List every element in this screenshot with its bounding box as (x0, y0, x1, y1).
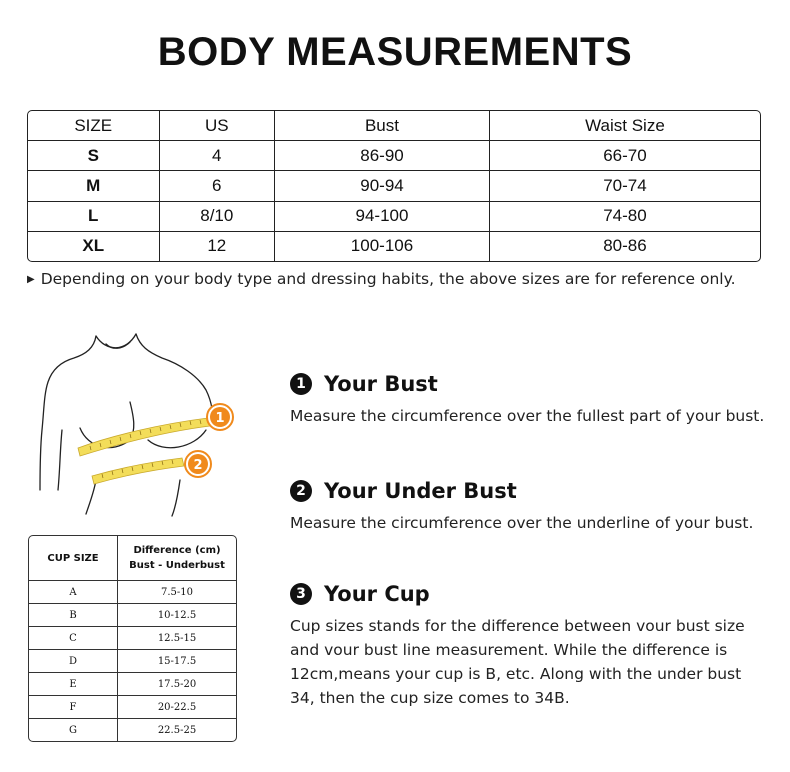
section-your-cup (290, 582, 770, 710)
diff-cell: 12.5-15 (118, 627, 236, 650)
size-header-bust: Bust (275, 111, 490, 141)
marker-1-label: 1 (215, 411, 225, 426)
size-cell: S (28, 141, 160, 171)
section-title: Your Under Bust (324, 479, 517, 503)
size-chart-table (27, 110, 761, 262)
bust-cell: 94-100 (275, 202, 490, 232)
table-row (28, 232, 760, 261)
size-table-header-row (28, 111, 760, 141)
section-text: Measure the circumference over the fullest part of your bust. (290, 407, 765, 425)
table-row (29, 627, 236, 650)
us-cell: 4 (160, 141, 276, 171)
bust-cell: 90-94 (275, 171, 490, 201)
waist-cell: 80-86 (603, 236, 647, 256)
cup-header-diff-label: Difference (cm) (133, 545, 221, 556)
cup-cell: C (29, 627, 118, 650)
section-title: Your Cup (324, 582, 430, 606)
size-header-size: SIZE (28, 111, 160, 141)
bust-cell: 86-90 (275, 141, 490, 171)
bust-measurement-illustration (30, 330, 245, 520)
us-cell: 12 (160, 232, 276, 261)
section-heading (290, 479, 770, 503)
diff-cell: 22.5-25 (157, 724, 197, 736)
section-heading (290, 372, 770, 396)
reference-note (27, 270, 736, 288)
table-row (28, 171, 760, 201)
table-row (29, 719, 236, 741)
number-2-icon: 2 (290, 480, 312, 502)
triangle-bullet-icon: ▶ (27, 274, 35, 285)
diff-cell: 17.5-20 (118, 673, 236, 696)
table-row (28, 141, 760, 171)
cup-header-size: CUP SIZE (29, 536, 118, 581)
table-row (29, 604, 236, 627)
number-3-icon: 3 (290, 583, 312, 605)
body-outline-left (40, 336, 96, 490)
waist-cell: 74-80 (490, 202, 760, 232)
cup-cell: G (29, 719, 118, 741)
section-text: Cup sizes stands for the difference between vour bust size and vour bust line measurement. While the difference is 12cm,means your cup is B, etc. Along with the under bust 34, then the cup size comes to 34B. (290, 617, 745, 707)
size-cell: XL (28, 232, 160, 261)
number-1-icon: 1 (290, 373, 312, 395)
cup-size-table (28, 535, 237, 742)
diff-cell: 15-17.5 (118, 650, 236, 673)
cup-cell: F (29, 696, 118, 719)
section-text: Measure the circumference over the underline of your bust. (290, 514, 754, 532)
page-title: BODY MEASUREMENTS (157, 30, 633, 74)
marker-2-label: 2 (193, 458, 203, 473)
table-row (29, 673, 236, 696)
section-your-bust (290, 372, 770, 428)
cup-header-diff-sub: Bust - Underbust (129, 560, 225, 571)
size-cell: M (28, 171, 160, 201)
size-cell: L (28, 202, 160, 232)
waist-cell: 70-74 (490, 171, 760, 201)
body-outline-right (136, 334, 213, 426)
table-row (29, 581, 236, 604)
cup-cell: B (29, 604, 118, 627)
cup-table-header-row (29, 536, 236, 581)
section-heading (290, 582, 770, 606)
reference-note-text: Depending on your body type and dressing habits, the above sizes are for reference only. (40, 270, 736, 288)
cup-cell: A (29, 581, 118, 604)
bust-cell: 100-106 (275, 232, 490, 261)
cup-cell: E (29, 673, 118, 696)
table-row (29, 650, 236, 673)
us-cell: 8/10 (160, 202, 276, 232)
waist-cell: 66-70 (490, 141, 760, 171)
cup-cell: D (29, 650, 118, 673)
size-header-waist: Waist Size (490, 111, 760, 141)
diff-cell: 7.5-10 (118, 581, 236, 604)
diff-cell: 20-22.5 (118, 696, 236, 719)
table-row (28, 202, 760, 232)
diff-cell: 10-12.5 (118, 604, 236, 627)
section-title: Your Bust (324, 372, 438, 396)
underbust-tape (92, 458, 184, 484)
size-header-us: US (160, 111, 276, 141)
table-row (29, 696, 236, 719)
us-cell: 6 (160, 171, 276, 201)
cup-header-difference (118, 536, 236, 581)
bust-tape (78, 418, 210, 456)
section-your-under-bust (290, 479, 770, 535)
